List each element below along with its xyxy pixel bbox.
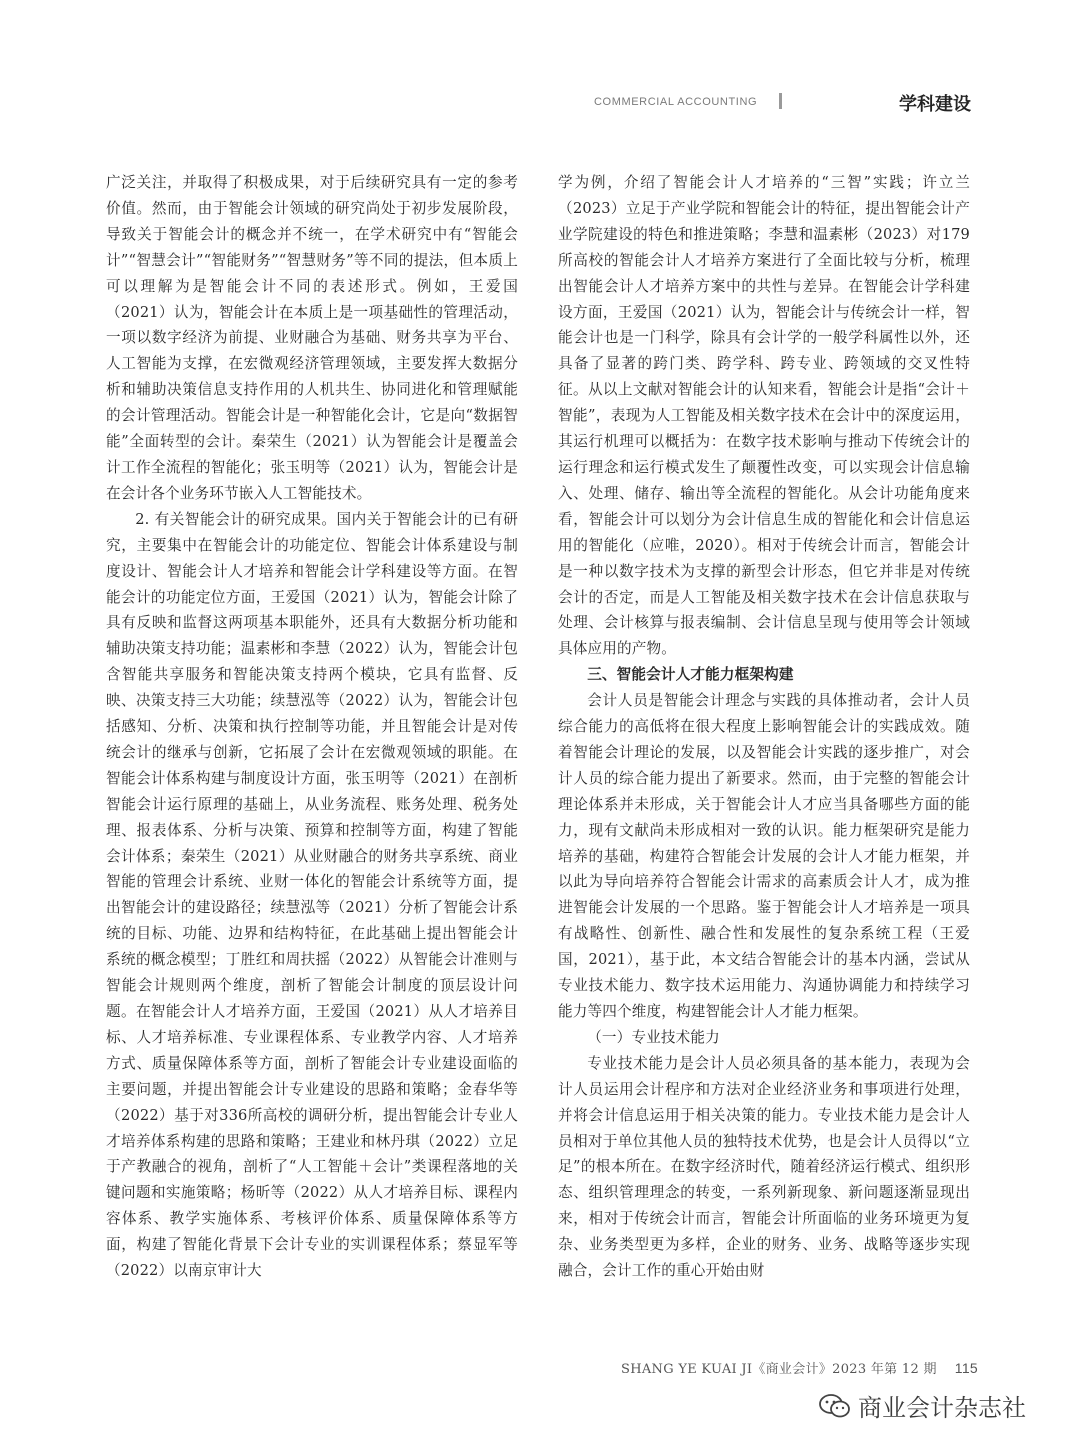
subsection-heading: （一）专业技术能力 [587,1028,720,1046]
watermark-text: 商业会计杂志社 [858,1394,1026,1422]
section-header: 学科建设 [899,94,971,115]
paragraph: 学为例，介绍了智能会计人才培养的“三智”实践；许立兰（2023）立足于产业学院和智能会计的特征，提出智能会计产业学院建设的特色和推进策略；李慧和温素彬（2023）对179所高校的智能会计人才培养方案进行了全面比较与分析，梳理出智能会计人才培养方案中的共性与差异。在智能会计学科建设方面，王爱国（2021）认为，智能会计与传统会计一样，智能会计也是一门科学，除具有会计学的一般学科属性以外，还具备了显著的跨门类、跨学科、跨专业、跨领域的交叉性特征。从以上文献对智能会计的认知来看，智能会计是指“会计＋智能”，表现为人工智能及相关数字技术在会计中的深度运用，其运行机理可以概括为：在数字技术影响与推动下传统会计的运行理念和运行模式发生了颠覆性改变，可以实现会计信息输入、处理、储存、输出等全流程的智能化。从会计功能角度来看，智能会计可以划分为会计信息生成的智能化和会计信息运用的智能化（应唯，2020）。相对于传统会计而言，智能会计是一种以数字技术为支撑的新型会计形态，但它并非是对传统会计的否定，而是人工智能及相关数字技术在会计信息获取与处理、会计核算与报表编制、会计信息呈现与使用等会计领域具体应用的产物。 [558,174,970,658]
section-heading: 三、智能会计人才能力框架构建 [587,666,794,684]
left-column [106,170,518,1284]
paragraph: 专业技术能力是会计人员必须具备的基本能力，表现为会计人员运用会计程序和方法对企业经济业务和事项进行处理，并将会计信息运用于相关决策的能力。专业技术能力是会计人员相对于单位其他人员的独特技术优势，也是会计人员得以“立足”的根本所在。在数字经济时代，随着经济运行模式、组织形态、组织管理理念的转变，一系列新现象、新问题逐渐显现出来，相对于传统会计而言，智能会计所面临的业务环境更为复杂、业务类型更为多样，企业的财务、业务、战略等逐步实现融合，会计工作的重心开始由财 [558,1054,970,1280]
right-column [558,170,970,1284]
journal-citation: SHANG YE KUAI JI《商业会计》2023 年第 12 期 [621,1362,937,1377]
paragraph: 广泛关注，并取得了积极成果，对于后续研究具有一定的参考价值。然而，由于智能会计领域的研究尚处于初步发展阶段，导致关于智能会计的概念并不统一，在学术研究中有“智能会计”“智慧会计”“智能财务”“智慧财务”等不同的提法，但本质上可以理解为是智能会计不同的表述形式。例如，王爱国（2021）认为，智能会计在本质上是一项基础性的管理活动，一项以数字经济为前提、业财融合为基础、财务共享为平台、人工智能为支撑，在宏微观经济管理领域，主要发挥大数据分析和辅助决策信息支持作用的人机共生、协同进化和管理赋能的会计管理活动。智能会计是一种智能化会计，它是向“数据智能”全面转型的会计。秦荣生（2021）认为智能会计是覆盖会计工作全流程的智能化；张玉明等（2021）认为，智能会计是在会计各个业务环节嵌入人工智能技术。 [106,174,518,502]
wechat-watermark [818,1388,1026,1423]
page-number: 115 [954,1360,978,1376]
paragraph: 2. 有关智能会计的研究成果。国内关于智能会计的已有研究，主要集中在智能会计的功能定位、智能会计体系建设与制度设计、智能会计人才培养和智能会计学科建设等方面。在智能会计的功能定位方面，王爱国（2021）认为，智能会计除了具有反映和监督这两项基本职能外，还具有大数据分析功能和辅助决策支持功能；温素彬和李慧（2022）认为，智能会计包含智能共享服务和智能决策支持两个模块，它具有监督、反映、决策支持三大功能；续慧泓等（2022）认为，智能会计包括感知、分析、决策和执行控制等功能，并且智能会计是对传统会计的继承与创新，它拓展了会计在宏微观领域的职能。在智能会计体系构建与制度设计方面，张玉明等（2021）在剖析智能会计运行原理的基础上，从业务流程、账务处理、税务处理、报表体系、分析与决策、预算和控制等方面，构建了智能会计体系；秦荣生（2021）从业财融合的财务共享系统、商业智能的管理会计系统、业财一体化的智能会计系统等方面，提出智能会计的建设路径；续慧泓等（2021）分析了智能会计系统的目标、功能、边界和结构特征，在此基础上提出智能会计系统的概念模型；丁胜红和周扶摇（2022）从智能会计准则与智能会计规则两个维度，剖析了智能会计制度的顶层设计问题。在智能会计人才培养方面，王爱国（2021）从人才培养目标、人才培养标准、专业课程体系、专业教学内容、人才培养方式、质量保障体系等方面，剖析了智能会计专业建设面临的主要问题，并提出智能会计专业建设的思路和策略；金春华等（2022）基于对336所高校的调研分析，提出智能会计专业人才培养体系构建的思路和策略；王建业和林丹琪（2022）立足于产教融合的视角，剖析了“人工智能＋会计”类课程落地的关键问题和实施策略；杨昕等（2022）从人才培养目标、课程内容体系、教学实施体系、考核评价体系、质量保障体系等方面，构建了智能化背景下会计专业的实训课程体系；蔡显军等（2022）以南京审计大 [106,510,518,1280]
page-footer [621,1358,978,1377]
running-header-english: COMMERCIAL ACCOUNTING [594,96,758,108]
paragraph: 会计人员是智能会计理念与实践的具体推动者，会计人员综合能力的高低将在很大程度上影响智能会计的实践成效。随着智能会计理论的发展，以及智能会计实践的逐步推广，对会计人员的综合能力提出了新要求。然而，由于完整的智能会计理论体系并未形成，关于智能会计人才应当具备哪些方面的能力，现有文献尚未形成相对一致的认识。能力框架研究是能力培养的基础，构建符合智能会计发展的会计人才能力框架，并以此为导向培养符合智能会计需求的高素质会计人才，成为推进智能会计发展的一个思路。鉴于智能会计人才培养是一项具有战略性、创新性、融合性和发展性的复杂系统工程（王爱国，2021），基于此，本文结合智能会计的基本内涵，尝试从专业技术能力、数字技术运用能力、沟通协调能力和持续学习能力等四个维度，构建智能会计人才能力框架。 [558,692,970,1020]
header-divider [779,93,782,109]
wechat-icon [818,1393,852,1419]
